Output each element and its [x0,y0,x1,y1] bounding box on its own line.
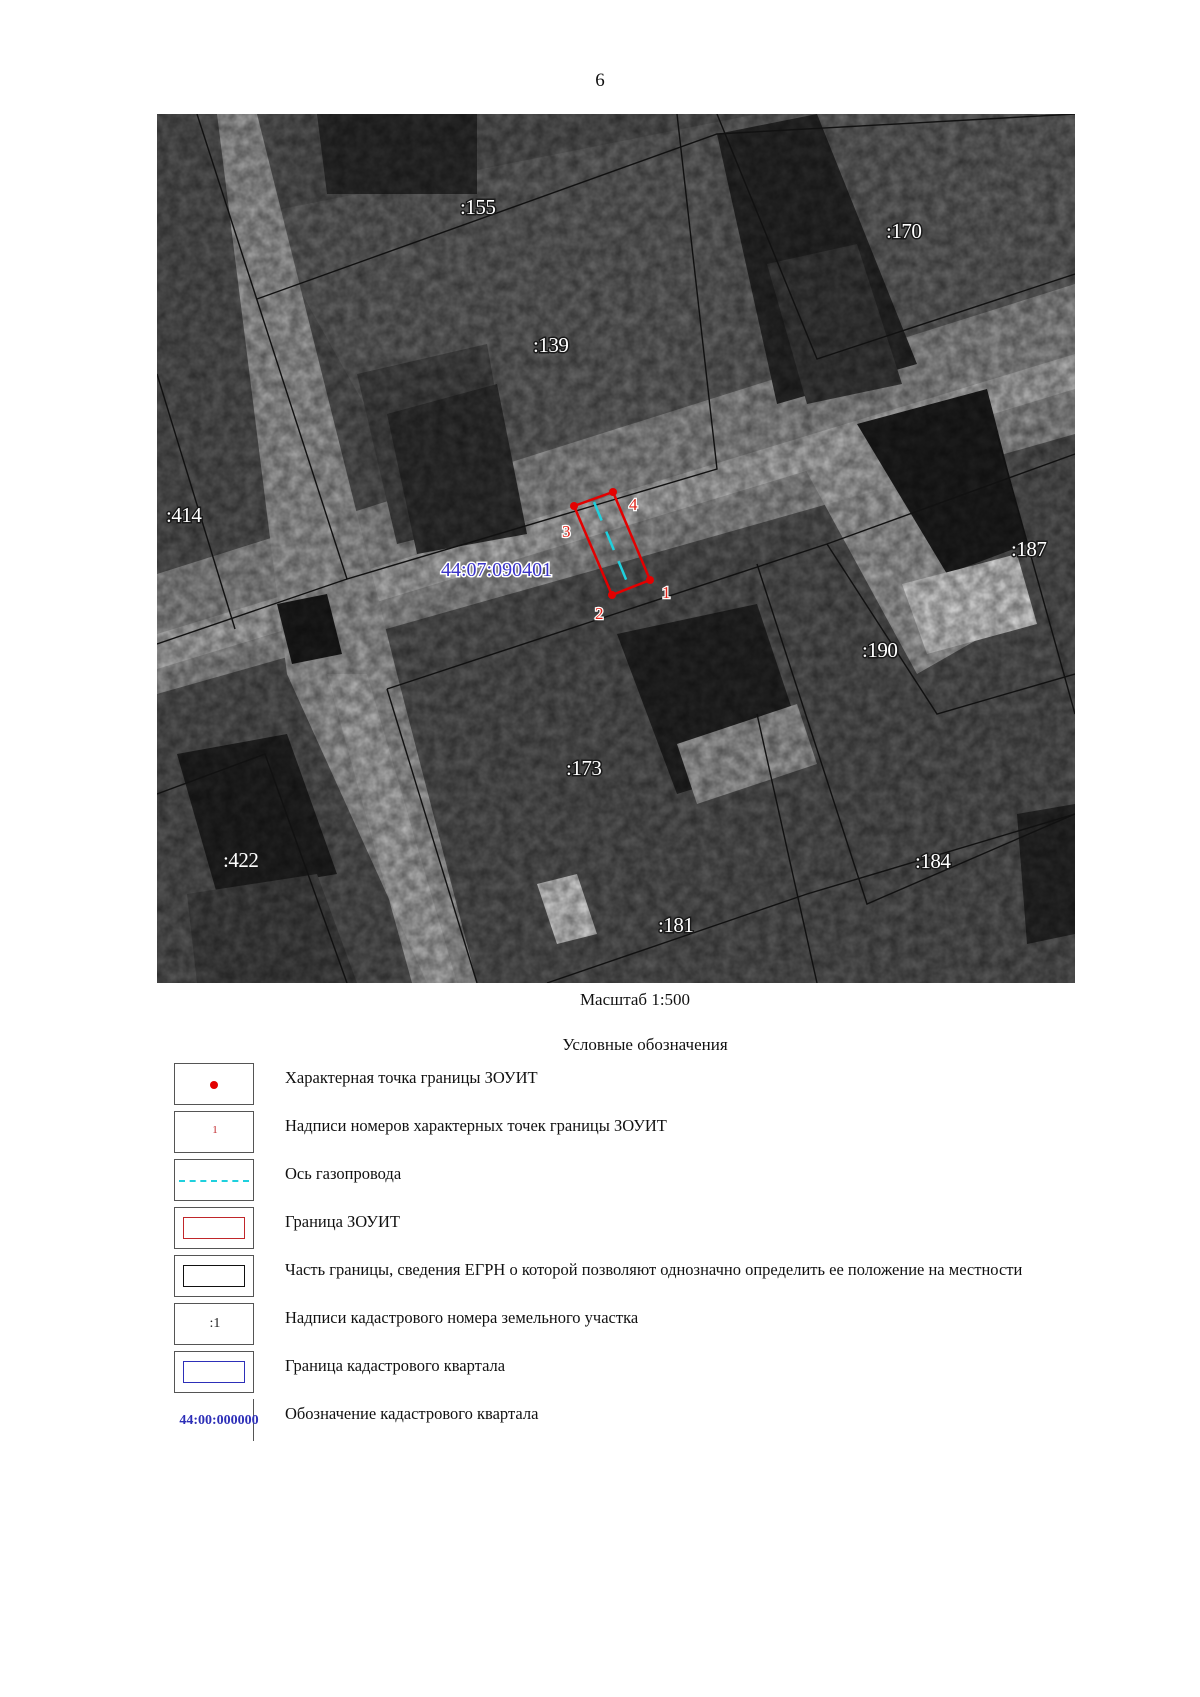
legend-title: Условные обозначения [562,1035,728,1054]
plot-label-184: :184 [915,849,951,873]
red-dot-icon [210,1081,218,1089]
red-rectangle-icon [183,1217,245,1239]
legend-symbol [174,1063,254,1105]
boundary-point-3 [570,502,578,510]
legend-item [157,1255,1087,1301]
plot-label-187: :187 [1011,537,1047,561]
black-rectangle-icon [183,1265,245,1287]
page-number: 6 [595,70,605,91]
legend-symbol [174,1399,259,1441]
boundary-point-4 [609,488,617,496]
boundary-point-1 [646,576,654,584]
plot-label-414: :414 [166,503,202,527]
legend-item [157,1063,1087,1109]
legend-symbol [174,1159,254,1201]
point-label-4: 4 [629,495,638,514]
plot-label-422: :422 [223,848,259,872]
legend-text: Граница кадастрового квартала [285,1356,506,1375]
point-label-1: 1 [662,583,671,602]
plot-label-181: :181 [658,913,694,937]
legend-item [157,1303,1087,1349]
point-label-2: 2 [595,604,604,623]
map-scale: Масштаб 1:500 [579,990,691,1009]
plot-label-139: :139 [533,333,569,357]
legend-item [157,1351,1087,1397]
plot-label-155: :155 [460,195,496,219]
legend-item [157,1207,1087,1253]
legend-text: Характерная точка границы ЗОУИТ [285,1068,538,1087]
legend-symbol [174,1351,254,1393]
legend-item [157,1399,1087,1445]
legend-text: Ось газопровода [285,1164,402,1183]
legend-symbol [174,1255,254,1297]
cadastral-quarter-label: 44:07:090401 [441,559,553,581]
legend-text: Надписи кадастрового номера земельного участка [285,1308,639,1327]
plot-label-190: :190 [862,638,898,662]
point-label-3: 3 [562,522,571,541]
legend-text: Граница ЗОУИТ [285,1212,400,1231]
plot-label-173: :173 [566,756,602,780]
legend-symbol [174,1111,254,1153]
boundary-point-2 [608,591,616,599]
legend-text: Обозначение кадастрового квартала [285,1404,539,1423]
dashed-line-icon [179,1180,249,1182]
legend-item [157,1111,1087,1157]
legend-symbol [174,1207,254,1249]
plot-number-sample: :1 [209,1316,221,1331]
quarter-number-sample: 44:00:000000 [179,1413,259,1428]
point-number-sample: 1 [212,1124,218,1136]
legend-item [157,1159,1087,1205]
legend-text: Надписи номеров характерных точек границы ЗОУИТ [285,1116,667,1135]
plot-label-170: :170 [886,219,922,243]
legend-text: Часть границы, сведения ЕГРН о которой позволяют однозначно определить ее положение на местности [285,1260,1023,1279]
cadastral-map [157,114,1075,983]
legend-symbol [174,1303,254,1345]
blue-rectangle-icon [183,1361,245,1383]
